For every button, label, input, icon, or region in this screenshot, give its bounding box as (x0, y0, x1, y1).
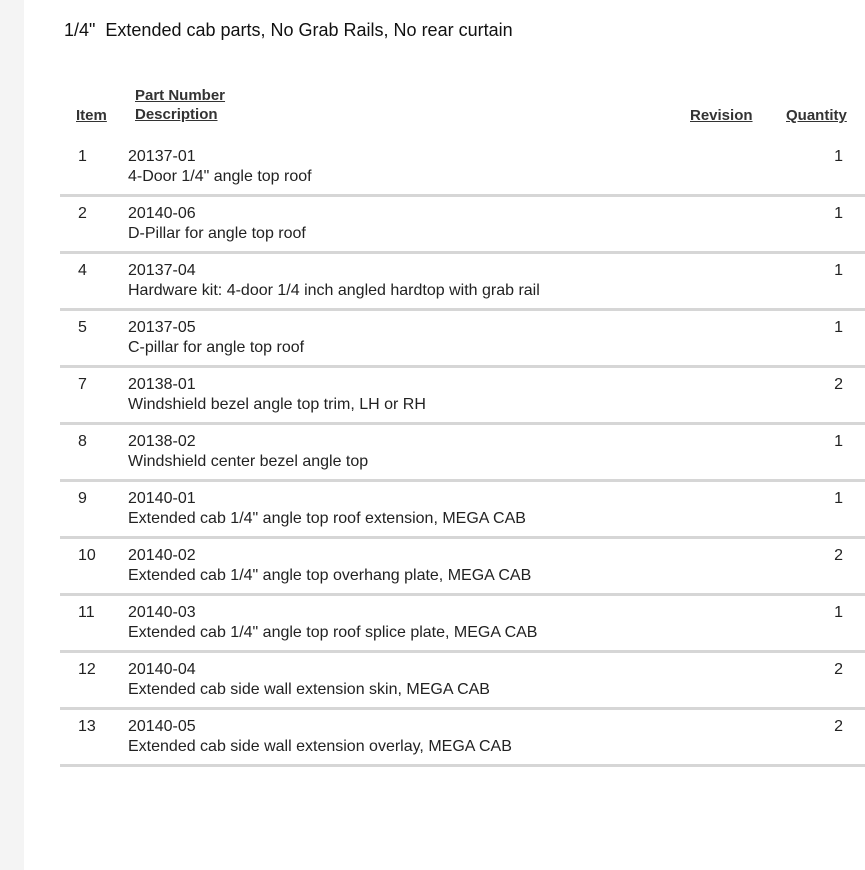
part-description: Extended cab 1/4" angle top roof splice plate, MEGA CAB (128, 624, 538, 641)
part-number: 20137-04 (128, 262, 196, 279)
item-number: 4 (78, 262, 87, 279)
part-number: 20140-04 (128, 661, 196, 678)
part-description: Windshield center bezel angle top (128, 453, 369, 470)
table-row (60, 311, 865, 368)
header-quantity[interactable]: Quantity (786, 107, 847, 124)
table-row (60, 539, 865, 596)
part-description: Extended cab 1/4" angle top roof extension, MEGA CAB (128, 510, 526, 527)
part-description: Windshield bezel angle top trim, LH or RH (128, 396, 426, 413)
part-description: C-pillar for angle top roof (128, 339, 305, 356)
page-title: 1/4" Extended cab parts, No Grab Rails, No rear curtain (64, 20, 513, 40)
header-revision[interactable]: Revision (690, 107, 753, 124)
quantity: 1 (834, 490, 843, 507)
item-number: 8 (78, 433, 87, 450)
part-number: 20138-01 (128, 376, 196, 393)
item-number: 2 (78, 205, 87, 222)
page-gutter (0, 0, 24, 870)
table-row (60, 482, 865, 539)
item-number: 7 (78, 376, 87, 393)
part-description: Extended cab 1/4" angle top overhang plate, MEGA CAB (128, 567, 532, 584)
quantity: 1 (834, 319, 843, 336)
part-number: 20140-02 (128, 547, 196, 564)
part-number: 20137-05 (128, 319, 196, 336)
part-description: Extended cab side wall extension overlay, MEGA CAB (128, 738, 512, 755)
quantity: 2 (834, 376, 843, 393)
quantity: 2 (834, 718, 843, 735)
parts-table (60, 140, 865, 767)
header-description[interactable]: Description (135, 106, 218, 123)
parts-list-page (24, 0, 865, 870)
part-description: Extended cab side wall extension skin, MEGA CAB (128, 681, 490, 698)
table-row (60, 197, 865, 254)
header-item[interactable]: Item (76, 107, 107, 124)
header-part-number[interactable]: Part Number (135, 87, 226, 104)
table-header (60, 86, 865, 126)
item-number: 9 (78, 490, 87, 507)
item-number: 12 (78, 661, 96, 678)
item-number: 5 (78, 319, 87, 336)
item-number: 13 (78, 718, 96, 735)
part-number: 20138-02 (128, 433, 196, 450)
quantity: 1 (834, 148, 843, 165)
part-description: 4-Door 1/4" angle top roof (128, 168, 312, 185)
table-row (60, 425, 865, 482)
table-row (60, 140, 865, 197)
quantity: 1 (834, 262, 843, 279)
quantity: 1 (834, 604, 843, 621)
table-row (60, 254, 865, 311)
quantity: 2 (834, 547, 843, 564)
table-row (60, 368, 865, 425)
part-number: 20137-01 (128, 148, 196, 165)
quantity: 1 (834, 205, 843, 222)
part-number: 20140-05 (128, 718, 196, 735)
part-number: 20140-01 (128, 490, 196, 507)
item-number: 11 (78, 604, 95, 621)
quantity: 2 (834, 661, 843, 678)
part-number: 20140-03 (128, 604, 196, 621)
table-row (60, 653, 865, 710)
part-description: D-Pillar for angle top roof (128, 225, 306, 242)
part-description: Hardware kit: 4-door 1/4 inch angled hardtop with grab rail (128, 282, 540, 299)
item-number: 1 (78, 148, 87, 165)
quantity: 1 (834, 433, 843, 450)
table-row (60, 596, 865, 653)
part-number: 20140-06 (128, 205, 196, 222)
item-number: 10 (78, 547, 96, 564)
table-row (60, 710, 865, 767)
